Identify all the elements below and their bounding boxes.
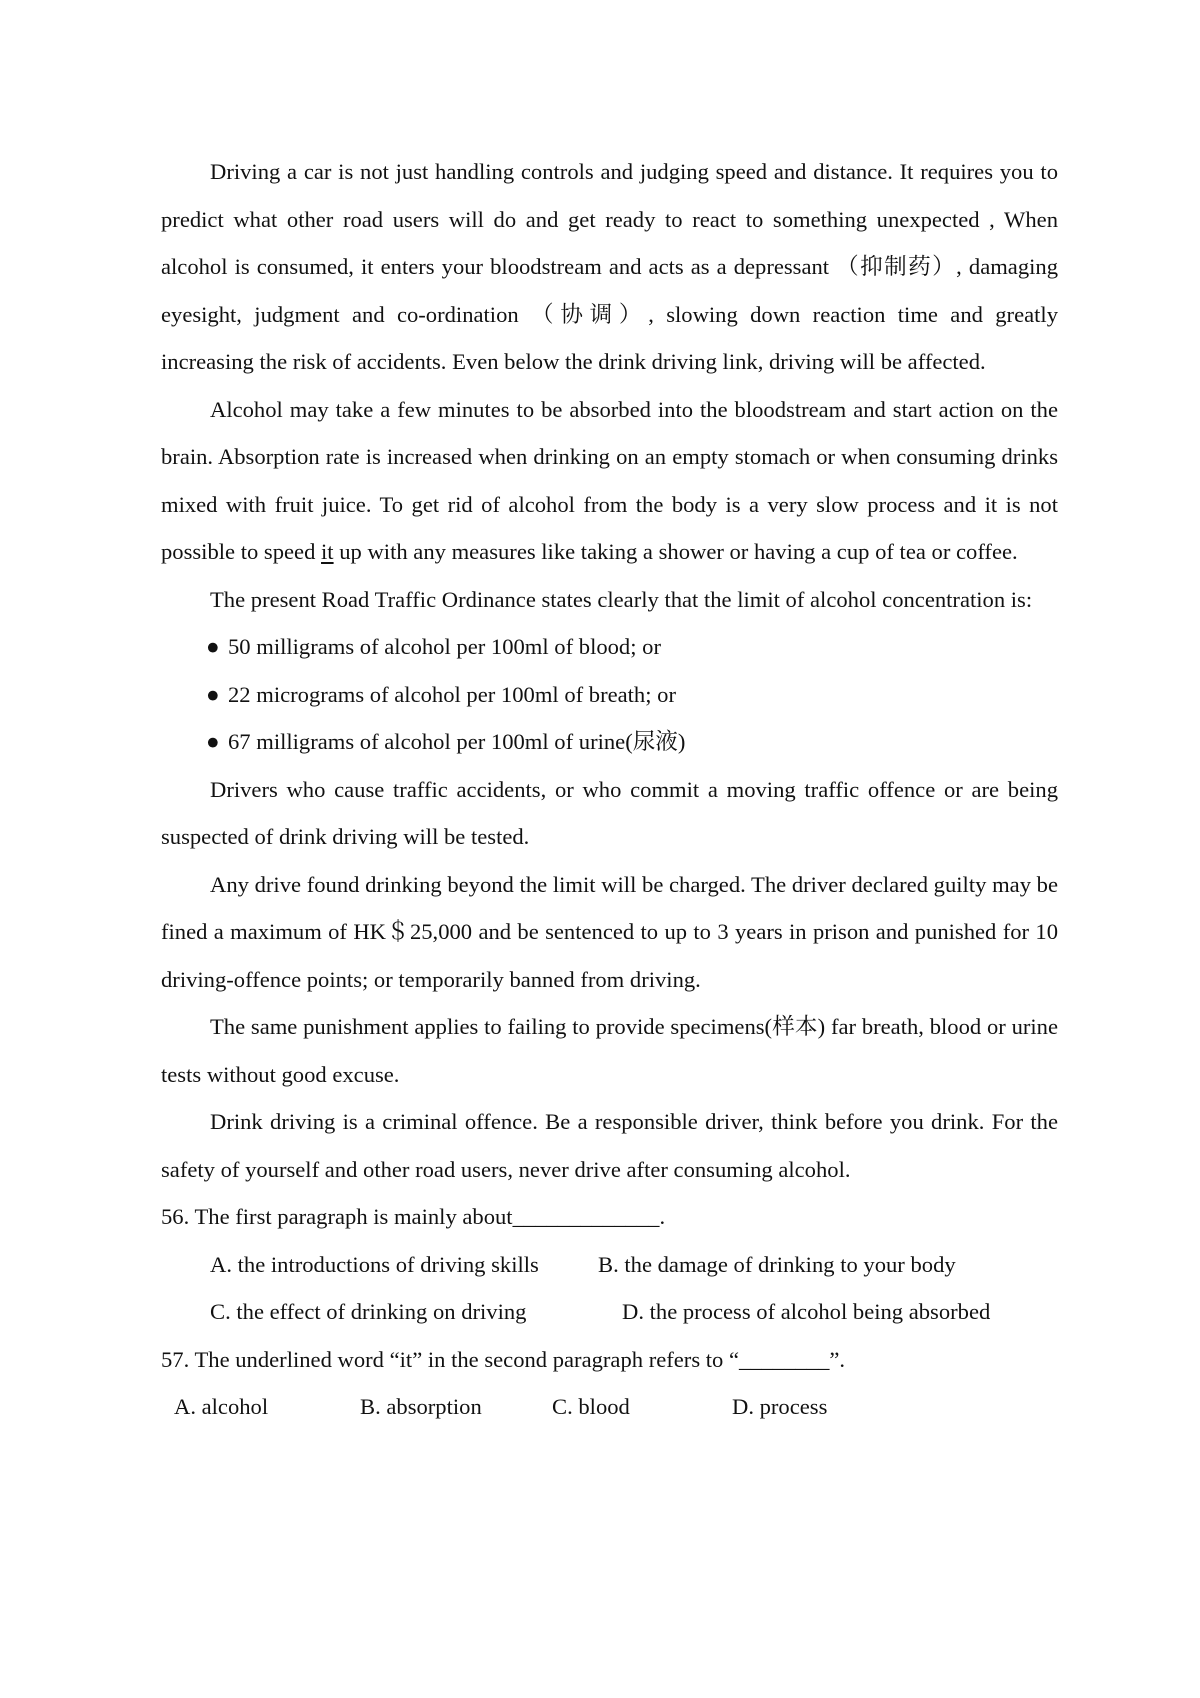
question-57-option-b: B. absorption (360, 1394, 482, 1419)
question-57-options-row (161, 1383, 1058, 1431)
question-56-option-d: D. the process of alcohol being absorbed (622, 1299, 991, 1324)
paragraph-5: Any drive found drinking beyond the limit will be charged. The driver declared guilty may be fined a maximum of HK＄25,000 and be sentenced to up to 3 years in prison and punished for 10 driving-offence points; or temporarily banned from driving. (161, 871, 1058, 992)
bullet-icon: ● (206, 681, 220, 707)
list-item-text: 67 milligrams of alcohol per 100ml of urine(尿液) (228, 729, 686, 754)
question-57-option-c: C. blood (552, 1394, 630, 1419)
question-57-option-a: A. alcohol (174, 1394, 269, 1419)
list-item (161, 718, 1058, 766)
question-56-option-c: C. the effect of drinking on driving (210, 1299, 527, 1324)
question-56-option-b: B. the damage of drinking to your body (598, 1251, 956, 1277)
paragraph-7: Drink driving is a criminal offence. Be a responsible driver, think before you drink. For the safety of yourself and other road users, never drive after consuming alcohol. (161, 1109, 1058, 1182)
paragraph-2-text-before: Alcohol may take a few minutes to be absorbed into the bloodstream and start action on the brain. Absorption rate is increased when drinking on an empty stomach or when consuming drinks mixed with fruit juice. To get rid of alcohol from the body is a very slow process and it is not possible to speed (161, 396, 1058, 564)
question-57-stem: 57. The underlined word “it” in the second paragraph refers to “________”. (161, 1346, 846, 1372)
underlined-word-it: it (321, 539, 334, 564)
list-item-text: 50 milligrams of alcohol per 100ml of blood; or (228, 634, 661, 659)
bullet-icon: ● (206, 729, 220, 754)
paragraph-2-text-after: up with any measures like taking a shower or having a cup of tea or coffee. (333, 539, 1018, 564)
bullet-icon: ● (206, 634, 220, 659)
question-56-options-row-2 (161, 1288, 1058, 1336)
question-56-stem: 56. The first paragraph is mainly about_____________. (161, 1204, 666, 1229)
alcohol-limit-list (161, 623, 1058, 766)
paragraph-2 (161, 386, 1058, 576)
list-item (161, 671, 1058, 719)
paragraph-4: Drivers who cause traffic accidents, or who commit a moving traffic offence or are being suspected of drink driving will be tested. (161, 776, 1058, 849)
paragraph-3: The present Road Traffic Ordinance states clearly that the limit of alcohol concentration is: (210, 586, 1033, 612)
paragraph-6: The same punishment applies to failing to provide specimens(样本) far breath, blood or urine tests without good excuse. (161, 1014, 1058, 1087)
list-item-text: 22 micrograms of alcohol per 100ml of breath; or (228, 681, 676, 707)
list-item (161, 623, 1058, 671)
question-57-option-d: D. process (732, 1394, 828, 1419)
paragraph-1: Driving a car is not just handling controls and judging speed and distance. It requires you to predict what other road users will do and get ready to react to something unexpected , When alcohol is consumed, it enters your bloodstream and acts as a depressant （抑制药）, damaging eyesight, judgment and co-ordination （协调）, slowing down reaction time and greatly increasing the risk of accidents. Even below the drink driving link, driving will be affected. (161, 159, 1058, 374)
question-56-option-a: A. the introductions of driving skills (210, 1251, 539, 1277)
document-page (161, 148, 1058, 1431)
question-56-options-row-1 (161, 1241, 1058, 1289)
